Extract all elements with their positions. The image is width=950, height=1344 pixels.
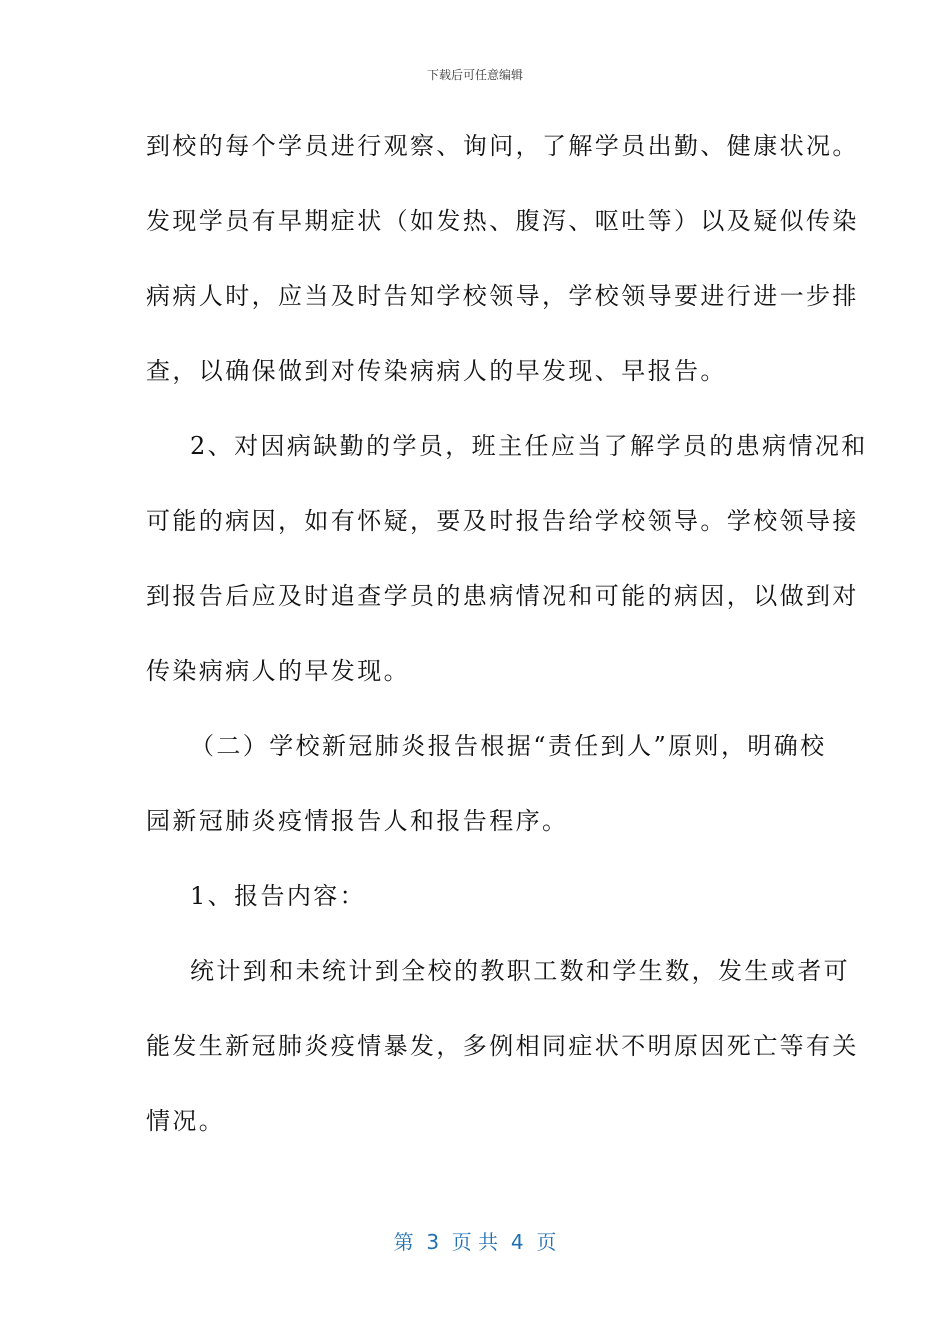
body-line: 情况。 — [146, 1107, 226, 1135]
body-line: 病病人时，应当及时告知学校领导，学校领导要进行进一步排 — [146, 282, 859, 310]
body-line: 2、对因病缺勤的学员，班主任应当了解学员的患病情况和 — [190, 432, 868, 460]
body-line: 到校的每个学员进行观察、询问，了解学员出勤、健康状况。 — [146, 132, 859, 160]
body-line: （二）学校新冠肺炎报告根据“责任到人”原则，明确校 — [190, 732, 827, 760]
body-line: 1、报告内容： — [190, 882, 367, 910]
body-line: 能发生新冠肺炎疫情暴发，多例相同症状不明原因死亡等有关 — [146, 1032, 859, 1060]
body-line: 查，以确保做到对传染病病人的早发现、早报告。 — [146, 357, 727, 385]
body-line: 传染病病人的早发现。 — [146, 657, 410, 685]
body-line: 统计到和未统计到全校的教职工数和学生数，发生或者可 — [190, 957, 850, 985]
body-line: 发现学员有早期症状（如发热、腹泻、呕吐等）以及疑似传染 — [146, 207, 859, 235]
body-line: 园新冠肺炎疫情报告人和报告程序。 — [146, 807, 569, 835]
body-line: 可能的病因，如有怀疑，要及时报告给学校领导。学校领导接 — [146, 507, 859, 535]
header-note: 下载后可任意编辑 — [426, 68, 523, 82]
page-number: 第 3 页 共 4 页 — [393, 1230, 557, 1254]
body-line: 到报告后应及时追查学员的患病情况和可能的病因，以做到对 — [146, 582, 859, 610]
